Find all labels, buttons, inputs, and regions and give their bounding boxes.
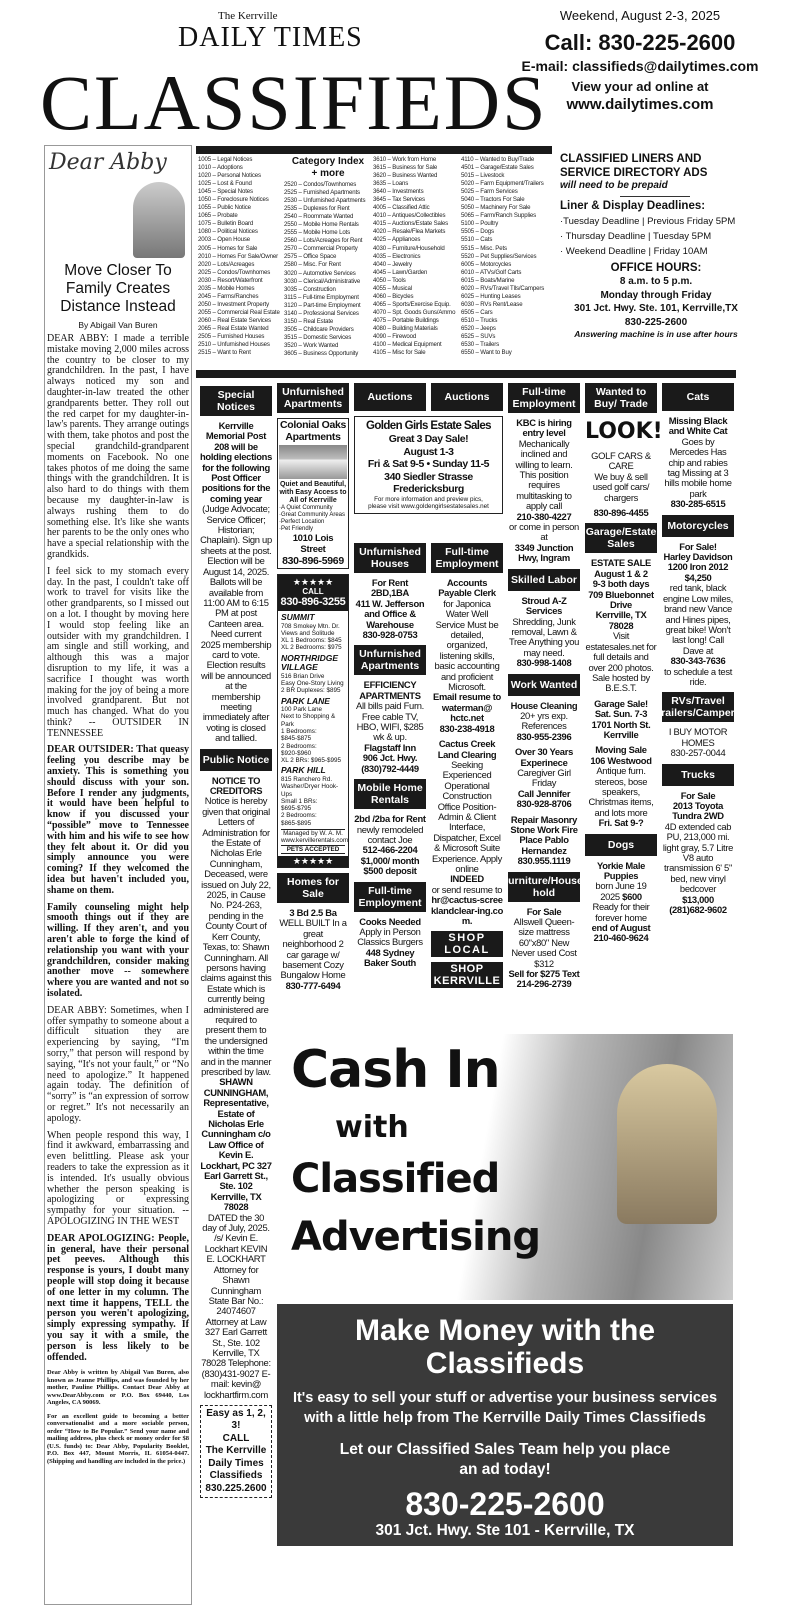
category-item: 2515 – Want to Rent [198,349,251,357]
category-item: 4075 – Portable Buildings [373,316,439,324]
ad-memorial-post [200,421,272,744]
column-d [431,543,503,988]
section-skilled-labor: Skilled Labor [508,569,580,591]
section-full-time-employment-2: Full-time Employment [354,882,426,912]
estate-body: Visit estatesales.net for full details and over 200 photos. Sale hosted by B.E.S.T. [585,630,657,694]
kbc-address: 3349 Junction Hwy, Ingram [514,541,574,564]
category-item: 4050 – Tools [373,276,406,284]
yorkie-price: $600 [622,890,642,902]
category-item: 2550 – Mobile Home Rentals [284,221,359,229]
category-item: 1010 – Adoptions [198,164,243,172]
cooks-title: Cooks Needed [359,915,421,927]
category-item: 1075 – Bulletin Board [198,220,254,228]
memorial-body: (Judge Advocate; Service Officer; Historian; Chaplain). Sign up sheets at the post. Election will be August 14, 2025. Ballots will be available from 11:00 AM to 6:15 PM at post Canteen area. Need current 2025 membership card to vote. Election results will be announced at the membership meeting immediately after voting is closed and tallied. [200,503,272,744]
office-phone: 830-225-2600 [624,316,688,328]
home-phone: 830-777-6494 [285,979,341,991]
category-item: 4040 – Jewelry [373,260,412,268]
category-item: 2030 – Resort/Waterfront [198,276,263,284]
category-item: 2003 – Open House [198,236,250,244]
promo-address: 301 Jct. Hwy. Ste 101 - Kerrville, TX [375,1522,635,1539]
mattress-title: For Sale [526,905,562,917]
office-days: Monday through Friday [600,289,712,301]
category-item: 6550 – Want to Buy [461,349,512,357]
category-item: 5100 – Poultry [461,220,499,228]
stroud-phone: 830-998-1408 [516,657,572,669]
mobile-contact: 512-466-2204 $1,000/ month $500 deposit [360,844,420,877]
property-details: 516 Brian Drive Easy One-Story Living 2 BR Duplexes: $895 [281,672,344,695]
ad-mattress [508,907,580,990]
category-item: 6015 – Boats/Marine [461,276,515,284]
colonial-photo [279,445,347,479]
category-item: 5510 – Cats [461,236,493,244]
advertising-text: Advertising [291,1214,540,1260]
section-dogs: Dogs [585,834,657,856]
column-e [501,383,587,990]
category-item: 1055 – Public Notice [198,204,251,212]
ad-yorkie [585,861,657,944]
office-hours-title: OFFICE HOURS: [610,262,702,274]
category-item: 4110 – Wanted to Buy/Trade [461,156,535,163]
category-item: 2045 – Farms/Ranches [198,292,259,300]
category-item: 5515 – Misc. Pets [461,244,507,252]
category-item: 5040 – Tractors For Sale [461,196,525,204]
cactus-body: Seeking Experienced Operational Construction Office Position- Admin & Client Interface, Dispatcher, Excel & Microsoft Suite Experience. Apply online [432,758,502,874]
cactus-send: or send resume to [431,883,503,895]
harley-title: For Sale! Harley Davidson 1200 Iron 2012 $4,250 [663,540,733,583]
category-item: 1020 – Personal Notices [198,172,261,180]
category-item: 2005 – Homes for Sale [198,244,258,252]
category-item: 1050 – Foreclosure Notices [198,196,269,204]
golden-info: For more information and preview pics, please visit www.goldengirlsestatesales.net [368,495,489,510]
info-box [560,152,752,339]
wam-call: CALL [302,587,324,596]
caregiver-title: Over 30 Years Experinece [515,746,573,768]
section-work-wanted: Work Wanted [508,674,580,696]
section-garage-sales: Garage/Estate Sales [585,523,657,553]
cooks-address: 448 Sydney Baker South [364,946,416,969]
section-full-time-employment: Full-time Employment [431,543,503,573]
category-item: 4035 – Electronics [373,252,421,260]
category-item: 3635 – Loans [373,180,409,188]
category-item: 2060 – Real Estate Services [198,316,271,324]
stroud-title: Stroud A-Z Services [521,594,567,617]
category-item: 6525 – SUVs [461,333,496,341]
look-banner: LOOK! [585,419,663,444]
category-item: 2510 – Unfurnished Houses [198,341,270,349]
cat-phone: 830-285-6515 [670,498,726,510]
category-item: 1025 – Lost & Found [198,180,252,188]
category-item: 4100 – Medical Equipment [373,341,442,349]
category-item: 1045 – Special Notes [198,188,253,196]
category-item: 3140 – Professional Services [284,309,359,317]
category-item: 2020 – Lots/Acreages [198,260,255,268]
abby-p3: DEAR OUTSIDER: That queasy feeling you describe may be anxiety. This is something you should discuss with your son. Before I render any judgments, it would have been helpful to know if you discussed your “possible” move to Tennessee with him and his wife to see how they felt about it. Or did you simply announce you were coming? If they welcomed the idea but haven't included you, shame on them. [47,744,189,896]
category-item: 2065 – Real Estate Wanted [198,324,269,332]
abby-p6: When people respond this way, I find it awkward, embarrassing and even belittling. Please ask your readers to take the expression as it is intended. It's usually obvious whether the person speaking is apologizing or expressing sympathy for your situation. -- APOLOGIZING IN THE WEST [47,1129,189,1227]
category-item: 4090 – Firewood [373,333,417,341]
category-item: 2025 – Condos/Townhomes [198,268,271,276]
prepaid-note: will need to be prepaid [560,180,668,191]
ad-house-cleaning [508,701,580,743]
ad-2bd-rent [354,814,426,876]
abby-p5: DEAR ABBY: Sometimes, when I offer sympathy to someone about a difficult situation they are experiencing by saying, “I'm sorry,” that person will respond by saying, “It's not your fault,” or “No need to apologize.” It happened again today. The definition of “sorry” is “an expression of sorrow or regret.” It's not necessarily an apology. [47,1004,189,1124]
mattress-contact: Sell for $275 Text 214-296-2739 [508,968,580,990]
category-item: 2555 – Mobile Home Lots [284,229,350,237]
category-list-3 [373,156,455,357]
category-item: 3620 – Business Wanted [373,172,438,180]
stars-icon: ★★★★★ [292,577,334,587]
category-item: 2560 – Lots/Acreages for Rent [284,237,363,245]
category-item: 4501 – Garage/Estate Sales [461,164,534,172]
ad-kbc [508,418,580,564]
accounts-contact: Email resume to waterman@ hctc.net 830-238-4918 [433,691,501,734]
abby-p1: DEAR ABBY: I made a terrible mistake moving 2,000 miles across the country to be closer to my grandchildren. In the past, I have always noticed my son and daughter-in-law treated the other grandparents better. They roll out the red carpet for my daughter-in-law's parents. They arrange outings with them, take photos and post the special grandchild-grandparent moments on Facebook. No one takes photos of me doing the same things with the grandchildren. It is also hard to do things with them because my daughter-in-law is always rushing them to do something else. It's like she wants her parents to be the only ones who have a special relationship with the grandkids. [47,333,189,560]
tundra-title: For Sale 2013 Toyota Tundra 2WD [672,789,724,822]
liners-title: CLASSIFIED LINERS AND SERVICE DIRECTORY ADS [560,153,708,179]
category-item: 3030 – Clerical/Administrative [284,277,361,285]
golden-details: Great 3 Day Sale! August 1-3 Fri & Sat 9-5 • Sunday 11-5 340 Siedler Strasse Fredericksburg [367,433,490,495]
category-item: 2575 – Office Space [284,253,337,261]
moving-body: Antique furn. stereos, bose speakers, Christmas items, and lots more [588,765,654,818]
category-item: 2055 – Commercial Real Estate [198,308,280,316]
efficiency-title: EFFICIENCY APARTMENTS [359,679,421,701]
category-item: 3020 – Automotive Services [284,269,356,277]
category-item: 6030 – RVs Rent/Lease [461,300,523,308]
abby-footer-1: Dear Abby is written by Abigail Van Buren, also known as Jeanne Phillips, and was founded by her mother, Pauline Phillips. Contact Dear Abby at www.DearAbby.com or P.O. Box 69440, Los Angeles, CA 90069. [47,1369,189,1407]
ad-stroud [508,596,580,669]
answering-machine-note: Answering machine is in use after hours [574,329,738,339]
wam-pets-accepted: PETS ACCEPTED [281,845,345,854]
accounts-title: Accounts Payable Clerk [438,577,496,599]
yorkie-body: Ready for their forever home [592,901,650,923]
ad-tundra [662,791,734,916]
section-full-time-employment-3: Full-time Employment [508,383,580,413]
section-special-notices: Special Notices [200,386,272,416]
category-item: 5020 – Farm Equipment/Trailers [461,180,544,188]
category-item: 6520 – Jeeps [461,324,496,332]
efficiency-body: All bills paid Furn. Free cable TV, HBO, WIFI, $285 wk & up. [356,700,424,743]
category-item: 1080 – Political Notices [198,228,258,236]
ad-moving-sale [585,745,657,828]
masthead-the-kerrville: The Kerrville [218,10,278,22]
category-item: 2530 – Unfurnished Apartments [284,197,366,205]
abby-portrait [133,182,185,258]
section-mobile-home-rentals: Mobile Home Rentals [354,779,426,809]
moving-time: Fri. Sat 9-? [598,817,644,829]
cactus-email[interactable]: hr@cactus-screeklandclear-ing.com. [431,894,504,926]
cactus-title: Cactus Creek Land Clearing [437,738,497,760]
cat-title: Missing Black and White Cat [668,415,728,437]
abby-p7: DEAR APOLOGIZING: People, in general, have their personal pet peeves. Although this response is yours, I doubt many people will stop doing it because of one letter in my column. The next time it happens, TELL the person you weren't apologizing, simply expressing sympathy. If you say it with a smile, the person is less likely to be offended. [47,1232,189,1363]
make-money-sub: It's easy to sell your stuff or advertise your business services with a little help from The Kerrville Daily Times Classifieds [292,1390,718,1426]
ad-home-sale [277,908,349,991]
notice-dated: DATED the 30 day of July, 2025. /s/ Kevin E. Lockhart KEVIN E. LOCKHART Attorney for Shawn Cunningham State Bar No.: 24074607 Attorney at Law 327 Earl Garrett St., Ste. 102 Kerrville, TX 78028 Telephone: (830)431-9027 E-mail: kevin@ lockhartfirm.com [201,1211,271,1400]
golf-phone: 830-896-4455 [593,507,649,519]
category-item: 4010 – Antiques/Collectibles [373,212,446,220]
ad-wam-rentals [277,574,349,868]
divider-bar [196,370,736,378]
category-item: 6505 – Cars [461,308,493,316]
yorkie-title: Yorkie Male Puppies [596,859,646,881]
cooks-body: Apply in Person Classics Burgers [357,925,423,948]
home-title: 3 Bd 2.5 Ba [289,906,337,918]
column-g [655,383,741,916]
masthead-classifieds: CLASSIFIEDS [40,59,548,146]
colonial-address: 1010 Lois Street [292,533,334,555]
cleaning-title: House Cleaning [510,699,578,711]
cactus-indeed: INDEED [450,873,484,885]
section-auctions: Auctions [354,383,426,411]
ad-golf-cars: GOLF CARS & CARE We buy & sell used golf cars/ chargers [591,450,651,503]
promo-phone: 830-225-2600 [405,1486,605,1522]
ad-caregiver [508,747,580,809]
category-item: 5505 – Dogs [461,228,494,236]
issue-date: Weekend, August 2-3, 2025 [559,8,721,23]
section-unfurnished-houses: Unfurnished Houses [354,543,426,573]
kbc-title: KBC is hiring entry level [516,417,572,439]
stroud-body: Shredding, Junk removal, Lawn & Tree Anything you may need. [508,615,580,658]
property-name: SUMMIT [281,612,315,622]
category-item: 4015 – Auctions/Estate Sales [373,220,449,228]
harley-note: to schedule a test ride. [663,665,733,687]
property-name: PARK HILL [281,765,326,776]
ad-i-buy-motor-homes: I BUY MOTOR HOMES 830-257-0044 [668,726,728,759]
section-trucks: Trucks [662,764,734,786]
ad-accounts-payable [431,578,503,734]
classified-text: Classified [291,1156,500,1202]
category-item: 6025 – Hunting Leases [461,292,521,300]
cleaning-body: 20+ yrs exp. References [520,709,568,732]
yorkie-born: born June 19 2025 [595,880,647,902]
category-item: 2535 – Duplexes for Rent [284,205,350,213]
column-a [200,386,272,1498]
property-name: NORTHRIDGE VILLAGE [281,652,338,673]
office-address: 301 Jct. Hwy. Ste. 101, Kerrville,TX [574,303,738,314]
harley-phone: 830-343-7636 [670,655,726,667]
deadline-1: ·Tuesday Deadline | Previous Friday 5PM [560,216,736,227]
header-website[interactable]: www.dailytimes.com [566,96,714,113]
colonial-phone: 830-896-5969 [282,555,344,567]
category-item: 4065 – Sports/Exercise Equip. [373,300,451,308]
category-item: 1065 – Probate [198,212,238,220]
ad-golden-girls [354,416,503,514]
category-item: 5015 – Livestock [461,172,505,180]
category-item: 3645 – Tax Services [373,196,425,204]
category-item: 3515 – Domestic Services [284,333,352,341]
category-item: 4030 – Furniture/Household [373,244,445,252]
category-item: 6010 – ATVs/Golf Carts [461,268,522,276]
tundra-body: 4D extended cab PU, 213,000 mi. light gray, 5.7 Litre V8 auto transmission 6' 5" bed, new vinyl bedcover [662,820,734,895]
mattress-body: Allswell Queen-size mattress 60"x80" New Never used Cost $312 [511,916,577,969]
sales-team-text: Let our Classified Sales Team help you place an ad today! [339,1441,671,1478]
dear-abby-column [44,145,192,1605]
memorial-heading: Kerrville Memorial Post 208 will be holding elections for the following Post Officer positions for the coming year [200,420,272,504]
office-hours: 8 a.m. to 5 p.m. [619,276,693,287]
abby-footer-2: For an excellent guide to becoming a better conversationalist and a more sociable person, order “How to Be Popular.” Send your name and mailing address, plus check or money order for $8 (U.S. funds) to: Dear Abby, Popularity Booklet, P.O. Box 447, Mount Morris, IL 61054-0447. (Shipping and handling are included in the price.) [47,1412,189,1465]
colonial-features: ·A Quiet Community ·Great Community Areas ·Perfect Location ·Pet Friendly [279,505,346,532]
section-furniture: Furniture/House-hold [508,872,580,902]
abby-body [47,334,189,1471]
estate-title: ESTATE SALE August 1 & 2 9-3 both days 709 Bluebonnet Drive Kerrville, TX 78028 [588,557,654,631]
category-item: 3120 – Part-time Employment [284,301,361,309]
column-b [277,383,349,991]
abby-headline: Move Closer To Family Creates Distance Instead [60,262,176,315]
category-item: 4060 – Bicycles [373,292,414,300]
ad-missing-cat [662,416,734,510]
caregiver-body: Caregiver Girl Friday [517,766,571,789]
section-wanted-to-buy: Wanted to Buy/ Trade [585,383,657,413]
home-body: WELL BUILT In a great neighborhood 2 car garage w/ basement Cozy Bungalow Home [279,917,347,981]
dear-abby-logo: Dear Abby [49,150,167,175]
category-item: 3615 – Business for Sale [373,164,438,172]
category-item: 3605 – Business Opportunity [284,349,359,357]
category-item: 3505 – Childcare Providers [284,325,354,333]
category-item: 5050 – Machinery For Sale [461,204,531,212]
category-item: 3520 – Work Wanted [284,341,339,349]
ad-cactus-creek [431,739,503,926]
with-text: with [335,1110,409,1145]
column-c [354,543,426,969]
category-item: 2570 – Commercial Property [284,245,358,253]
ad-garage-sale: Garage Sale! Sat. Sun. 7-3 1701 North St. Kerrville [591,697,651,740]
header-email[interactable]: E-mail: classifieds@dailytimes.com [521,58,759,74]
category-item: 2525 – Furnished Apartments [284,189,360,197]
notice-representative: SHAWN CUNNINGHAM, Representative, Estate of Nicholas Erle Cunningham c/o Law Office of Kevin E. Lockhart, PC 327 Earl Garrett St., Ste. 102 Kerrville, TX 78028 [200,1076,272,1213]
abby-p4: Family counseling might help smooth things out if they are willing. If they aren't, and you aren't able to forge the kind of relationship you want with your grandchildren, consider making another move -- somewhere where you are wanted and not so isolated. [47,901,189,1000]
category-list-2 [284,181,365,358]
masthead-daily-times: DAILY TIMES [178,22,363,53]
header-view-online: View your ad online at [571,79,709,94]
category-item: 2505 – Furnished Houses [198,333,265,341]
section-homes-for-sale: Homes for Sale [277,873,349,903]
caregiver-contact: Call Jennifer 830-928-8706 [516,787,572,810]
golden-title: Golden Girls Estate Sales [366,420,491,432]
mobile-body: newly remodeled contact Joe [356,823,424,845]
property-details: 708 Smokey Mtn. Dr. Views and Solitude XL 1 Bedrooms: $845 XL 2 Bedrooms: $975 [281,622,342,652]
category-item: 6020 – RVs/Travel Tlls/Campers [461,284,545,292]
accounts-body: for Japonica Water Well Service Must be detailed, organized, listening skills, basic accounting and proficient Microsoft. [434,597,500,693]
category-item: 3640 – Investments [373,188,424,196]
category-item: 2010 – Homes For Sale/Owner [198,252,278,260]
colonial-name: Colonial Oaks Apartments [279,419,347,443]
deadlines-title: Liner & Display Deadlines: [560,200,706,212]
cat-body: Goes by Mercedes Has chip and rabies tag Missing at 3 hills mobile home park [664,435,732,499]
abby-p2: I feel sick to my stomach every day. In the past, I couldn't take off work to travel for visits like the other grandparents, so I missed out on a lot. I thought by moving here I would stop feeling like an outsider with my grandchildren. I am single and still working, and although this was a major disruption to my life, it was a sacrifice I thought was worth making for the joy of being a more involved grandparent. But not much has changed. What do you think? -- OUTSIDER IN TENNESSEE [47,565,189,739]
shop-kerrville-badge: SHOP KERRVILLE [431,962,503,988]
category-list-4 [461,156,544,357]
ad-repair-masonry: Repair Masonry Stone Work Fire Place Pablo Hernandez 830.955.1119 [510,813,578,867]
kbc-body: Mechanically inclined and willing to learn. This position requires multitasking to apply call [515,437,573,512]
category-item: 6530 – Trailers [461,341,500,349]
divider-bar [196,146,552,154]
ad-harley [662,542,734,688]
mobile-title: 2bd /2ba for Rent [354,813,426,825]
woman-with-cash-photo [617,1064,717,1224]
tundra-contact: $13,000 (281)682-9602 [669,893,727,916]
yorkie-contact: end of August 210-460-9624 [591,922,651,944]
category-index-title: Category Index + more [291,156,365,179]
category-list-1 [198,156,280,357]
property-name: PARK LANE [281,695,330,706]
section-motorcycles: Motorcycles [662,515,734,537]
category-item: 3035 – Construction [284,285,336,293]
category-item: 2050 – Investment Property [198,300,269,308]
category-item: 4055 – Musical [373,284,412,292]
ad-easy-as-123: Easy as 1, 2, 3! CALL The Kerrville Daily Times Classifieds 830.225.2600 [200,1405,272,1499]
cash-in-banner [277,1034,733,1300]
harley-body: red tank, black engine Low miles, brand new Vance and Hines pipes, great bike! Won't last long! Call Dave at [663,582,733,656]
deadline-3: · Weekend Deadline | Friday 10AM [560,246,708,257]
section-unfurnished-apartments: Unfurnished Apartments [277,383,349,413]
category-item: 3115 – Full-time Employment [284,293,359,301]
category-item: 4105 – Misc for Sale [373,349,426,357]
section-cats: Cats [662,383,734,411]
efficiency-contact: Flagstaff Inn 906 Jct. Hwy. (830)792-4449 [361,741,419,774]
section-auctions-2: Auctions [431,383,503,411]
kbc-in-person: or come in person at [509,521,579,543]
category-item: 2520 – Condos/Townhomes [284,181,357,188]
property-details: 815 Ranchero Rd. Washer/Dryer Hook-Ups Small 1 BRs: $695-$795 2 Bedrooms: $865-$895 [281,775,339,827]
category-item: 5520 – Pet Supplies/Services [461,252,537,260]
header-phone: Call: 830-225-2600 [544,30,736,55]
ad-cooks-needed [354,917,426,969]
category-item: 2580 – Misc. For Rent [284,261,341,269]
category-item: 6005 – Motorcycles [461,260,512,268]
colonial-desc: Quiet and Beautiful, with Easy Access to All of Kerrville [279,481,347,504]
moving-title: Moving Sale 106 Westwood [590,744,652,766]
wam-managed: Managed by W. A. M. www.kervillerentals.com [281,830,349,845]
make-money-banner [277,1304,733,1546]
section-rvs: RVs/Travel Trailers/Campers [662,692,734,722]
ad-estate-sale [585,558,657,693]
category-item: 3610 – Work from Home [373,156,437,163]
category-item: 4020 – Resale/Flea Markets [373,228,446,236]
category-item: 4005 – Classified Attic [373,204,430,212]
ad-for-rent-jefferson: For Rent 2BD,1BA 411 W. Jefferson and Office & Warehouse 830-928-0753 [355,577,425,641]
shop-local-badge: SHOP LOCAL [431,931,503,957]
category-item: 6510 – Trucks [461,316,498,324]
section-public-notice: Public Notice [200,749,272,771]
cleaning-phone: 830-955-2396 [516,730,572,742]
section-unfurnished-apartments-2: Unfurnished Apartments [354,645,426,675]
category-item: 2540 – Roommate Wanted [284,213,354,221]
category-item: 4045 – Lawn/Garden [373,268,428,276]
ad-efficiency [354,680,426,774]
property-details: 100 Park Lane Next to Shopping & Park 1 Bedrooms: $845-$875 2 Bedrooms: $920-$960 XL 2 BRs: $965-$995 [281,706,341,765]
category-item: 3150 – Real Estate [284,317,334,325]
category-item: 5065 – Farm/Ranch Supplies [461,212,537,220]
category-item: 2035 – Mobile Homes [198,284,255,292]
column-f [585,383,663,944]
ad-notice-to-creditors [200,776,272,1400]
category-item: 4080 – Building Materials [373,324,438,332]
deadline-2: · Thursday Deadline | Tuesday 5PM [560,231,712,242]
notice-title: NOTICE TO CREDITORS [209,774,263,796]
notice-body: Notice is hereby given that original Letters of Administration for the Estate of Nicholas Erle Cunningham, Deceased, were issued on July 22, 2025, in Cause No. P24-263, pending in the County Court of Kerr County, Texas, to: Shawn Cunningham. All persons having claims against this Estate which is currently being administered are required to present them to the undersigned within the time and in the manner prescribed by law. [200,795,272,1077]
wam-phone: 830-896-3255 [280,596,346,608]
kbc-phone: 210-380-4227 [516,510,572,522]
stars-icon: ★★★★★ [278,856,348,867]
cash-in-text: Cash In [291,1040,500,1100]
category-item: 5025 – Farm Services [461,188,518,196]
category-item: 4025 – Appliances [373,236,421,244]
category-item: 4070 – Spt. Goods Guns/Ammo [373,308,456,316]
ad-colonial-oaks [277,418,349,569]
abby-byline: By Abigail Van Buren [78,320,158,330]
make-money-title: Make Money with the Classifieds [354,1314,656,1380]
category-item: 1005 – Legal Notices [198,156,253,163]
